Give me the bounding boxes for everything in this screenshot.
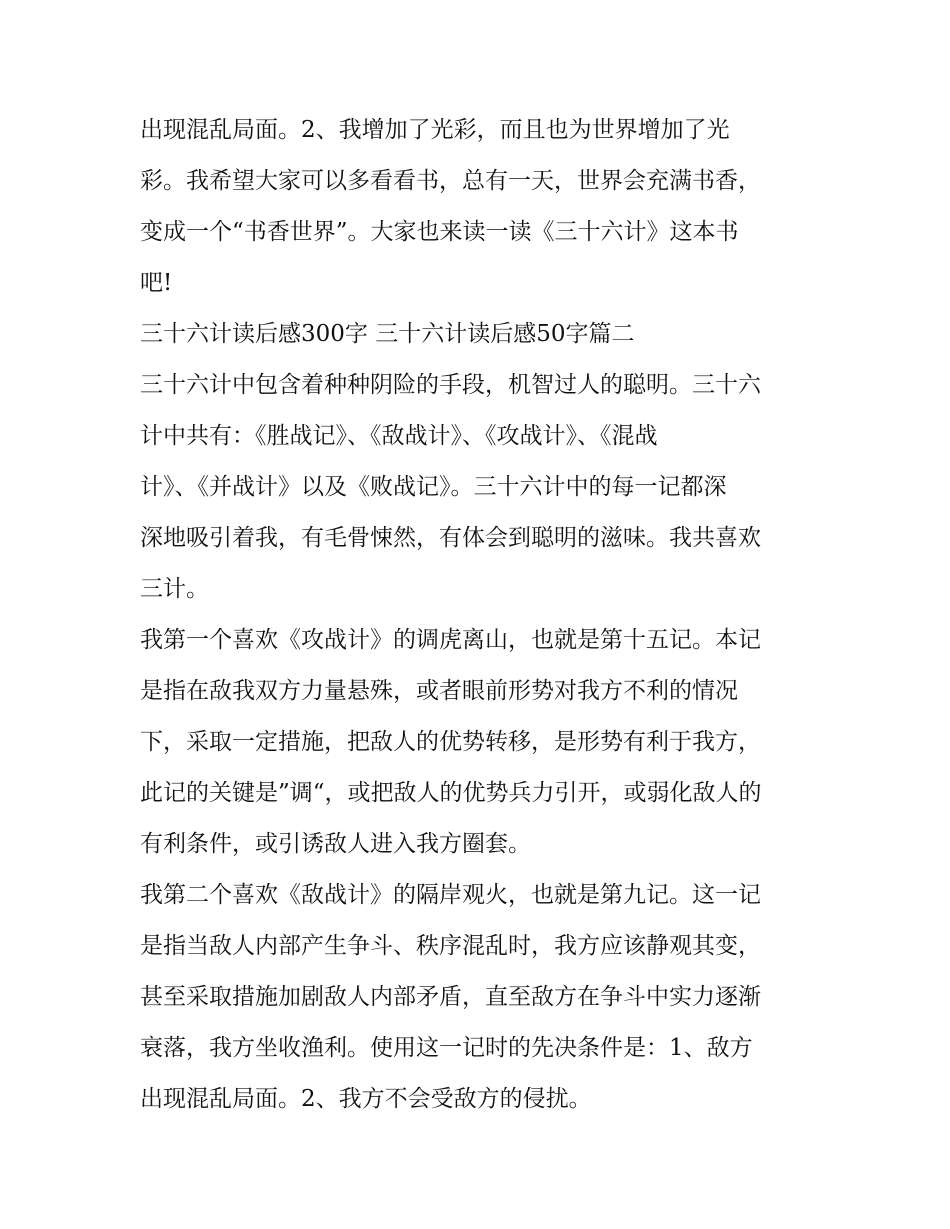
document-body [140, 105, 820, 1125]
text-line: 我第二个喜欢《敌战计》的隔岸观火，也就是第九记。这一记 [140, 882, 761, 908]
text-line: 有利条件，或引诱敌人进入我方圈套。 [140, 831, 531, 857]
section-heading: 三十六计读后感300字 三十六计读后感50字篇二 [140, 321, 635, 347]
text-line: 三计。 [140, 576, 209, 602]
text-line: 计中共有：《胜战记》、《敌战计》、《攻战计》、《混战 [140, 423, 658, 449]
text-line: 计》、《并战计》以及《败战记》。三十六计中的每一记都深 [140, 474, 727, 500]
text-line: 我第一个喜欢《攻战计》的调虎离山，也就是第十五记。本记 [140, 627, 761, 653]
text-line: 深地吸引着我，有毛骨悚然，有体会到聪明的滋味。我共喜欢 [140, 525, 761, 551]
text-line: 下，采取一定措施，把敌人的优势转移，是形势有利于我方， [140, 729, 761, 755]
text-line: 出现混乱局面。2、我方不会受敌方的侵扰。 [140, 1086, 592, 1112]
text-line: 衰落，我方坐收渔利。使用这一记时的先决条件是：1、敌方 [140, 1035, 753, 1061]
text-line: 甚至采取措施加剧敌人内部矛盾，直至敌方在争斗中实力逐渐 [140, 984, 761, 1010]
text-line: 变成一个“书香世界”。大家也来读一读《三十六计》这本书 [140, 219, 739, 245]
text-line: 出现混乱局面。2、我增加了光彩，而且也为世界增加了光 [140, 117, 730, 143]
text-line: 是指在敌我双方力量悬殊，或者眼前形势对我方不利的情况 [140, 678, 738, 704]
text-line: 彩。我希望大家可以多看看书，总有一天，世界会充满书香， [140, 168, 761, 194]
text-line: 此记的关键是”调“，或把敌人的优势兵力引开，或弱化敌人的 [140, 780, 762, 806]
text-line: 吧! [140, 270, 173, 296]
text-line: 是指当敌人内部产生争斗、秩序混乱时，我方应该静观其变， [140, 933, 761, 959]
text-line: 三十六计中包含着种种阴险的手段，机智过人的聪明。三十六 [140, 372, 761, 398]
